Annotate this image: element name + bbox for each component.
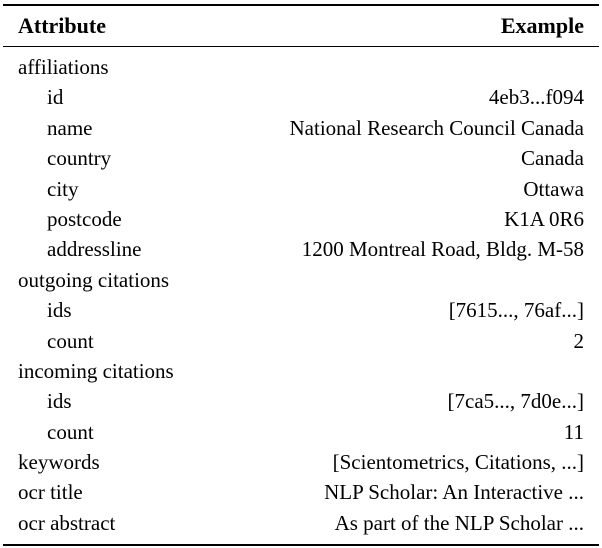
attribute-cell: ids <box>47 298 72 323</box>
attribute-cell: keywords <box>18 450 100 475</box>
example-column-header: Example <box>500 13 584 38</box>
example-cell: K1A 0R6 <box>504 206 584 231</box>
bottom-rule <box>3 544 599 546</box>
attribute-cell: ocr title <box>18 480 83 505</box>
table-row-outgoing-citations <box>18 265 584 295</box>
attribute-cell: addressline <box>47 237 142 262</box>
attribute-cell: count <box>47 419 94 444</box>
table-row-affiliations <box>18 52 584 82</box>
example-cell: Canada <box>521 146 584 171</box>
example-cell: 4eb3...f094 <box>488 85 584 110</box>
table-header <box>18 8 584 44</box>
attribute-cell: ids <box>47 389 72 414</box>
attribute-cell: country <box>47 146 112 171</box>
attribute-cell: postcode <box>47 206 122 231</box>
table-row-incoming-count <box>18 417 584 447</box>
top-rule <box>3 4 599 6</box>
example-cell: 2 <box>573 328 584 353</box>
table-row-addressline <box>18 234 584 264</box>
attribute-cell: count <box>47 328 94 353</box>
attribute-cell: city <box>47 176 79 201</box>
table-row-ocr-abstract <box>18 508 584 538</box>
example-cell: As part of the NLP Scholar ... <box>334 510 584 535</box>
example-cell: Ottawa <box>523 176 584 201</box>
table-row-country <box>18 143 584 173</box>
attribute-column-header: Attribute <box>18 13 106 38</box>
table-row-incoming-citations <box>18 356 584 386</box>
table-row-name <box>18 113 584 143</box>
example-cell: 1200 Montreal Road, Bldg. M-58 <box>301 237 584 262</box>
attribute-cell: affiliations <box>18 55 109 79</box>
table-body <box>18 52 584 538</box>
attribute-cell: outgoing citations <box>18 267 170 292</box>
example-cell: [7615..., 76af...] <box>448 298 584 323</box>
table-row-id <box>18 82 584 112</box>
table-row-city <box>18 174 584 204</box>
table-row-ocr-title <box>18 477 584 507</box>
example-cell: [Scientometrics, Citations, ...] <box>332 450 584 475</box>
table-row-incoming-ids <box>18 386 584 416</box>
attribute-cell: id <box>47 85 64 110</box>
example-cell: National Research Council Canada <box>289 115 584 140</box>
attribute-cell: ocr abstract <box>18 510 116 535</box>
table-row-keywords <box>18 447 584 477</box>
table-row-postcode <box>18 204 584 234</box>
table-row-outgoing-ids <box>18 295 584 325</box>
table-row-outgoing-count <box>18 326 584 356</box>
attribute-cell: incoming citations <box>18 358 174 383</box>
attribute-cell: name <box>47 115 93 140</box>
example-cell: [7ca5..., 7d0e...] <box>447 389 584 414</box>
example-cell: 11 <box>563 419 584 444</box>
header-rule <box>3 46 599 47</box>
example-cell: NLP Scholar: An Interactive ... <box>324 480 584 505</box>
